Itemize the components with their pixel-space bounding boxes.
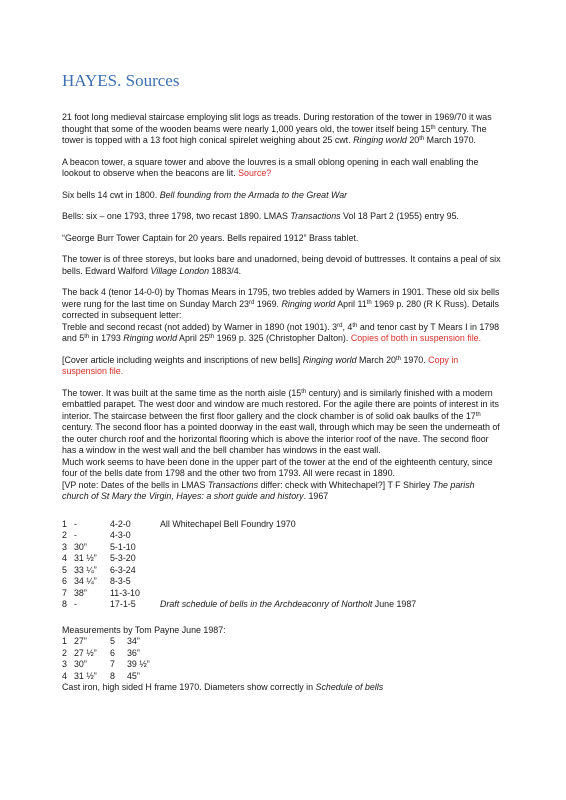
bell-row [62,565,416,577]
bell-note [160,530,416,542]
bell-number: 6 [62,576,67,586]
bell-diameter: - [74,599,77,609]
bell-weight: 17-1-5 [110,599,136,609]
paragraph-staircase: 21 foot long medieval staircase employing slit logs as treads. During restoration of the tower in 1969/70 it was thought that some of the wooden beams were nearly 1,000 years old, the tower itself being 15th century. The tower is topped with a 13 foot high conical spirelet weighing about 25 cwt. Ringing world 20th March 1970. [62,112,492,145]
paragraph-beacon-tower: A beacon tower, a square tower and above the louvres is a small oblong opening in each wall enabling the lookout to observe when the beacons are lit. Source? [62,156,479,178]
bell-weight: 4-3-0 [110,530,131,540]
bell-row [62,576,416,588]
bell-diameter: 38” [74,587,87,598]
paragraph-cover-article: [Cover article including weights and inscriptions of new bells] Ringing world March 20th 1970. Copy in suspension file. [62,354,459,376]
bell-number: 7 [62,587,67,598]
paragraph-brass-tablet: “George Burr Tower Captain for 20 years. Bells repaired 1912” Brass tablet. [62,232,359,243]
bell-number: 5 [110,636,115,646]
page-title: HAYES. Sources [62,71,180,90]
bell-number: 8 [110,670,115,681]
bell-diameter: 30” [74,659,87,669]
document-body [62,112,502,704]
bell-row [62,553,416,565]
bell-note [160,519,416,531]
bell-diameter: 33 ¼” [74,564,97,575]
bell-diameter: 27” [74,636,87,646]
paragraph-storeys: The tower is of three storeys, but looks bare and unadorned, being devoid of buttresses. It contains a peal of six bells. Edward Walford Village London 1883/4. [62,254,501,276]
paragraph-frame: Cast iron, high sided H frame 1970. Diameters show correctly in Schedule of bells [62,682,384,692]
bell-diameter: - [74,530,77,540]
measurement-row [62,648,167,660]
measurements-table [62,636,167,682]
bell-note-source: Draft schedule of bells in the Archdeaconry of Northolt [160,599,373,609]
suspension-file-note: Copy in suspension file. [62,354,459,376]
bell-number: 1 [62,518,67,529]
measurement-row [62,659,167,671]
bell-note [160,576,416,588]
bell-weight: 11-3-10 [110,587,140,598]
bell-number: 3 [62,541,67,552]
bell-note [160,542,416,554]
bell-note [160,588,416,600]
bell-weight: 6-3-24 [110,564,136,575]
paragraph-back-four: The back 4 (tenor 14-0-0) by Thomas Mears in 1795, two trebles added by Warners in 1901. These old six bells were rung for the last time on Sunday March 23rd 1969. Ringing world April 11th 1969 p. 280 (R K Russ). Details corrected in subsequent letter: Treble and second recast (not added) by Warner in 1890 (not 1901). 3rd, 4th and tenor cast by T Mears I in 1798 and 5th in 1793 Ringing world April 25th 1969 p. 325 (Christopher Dalton). Copies of both in suspension file. [62,287,500,343]
bell-diameter: 31 ½” [74,553,97,563]
bell-diameter: 36” [127,647,140,658]
bell-diameter: 27 ½” [74,647,97,658]
bell-diameter: - [74,518,77,529]
bell-note-text: All Whitechapel Bell Foundry 1970 [160,518,296,529]
paragraph-six-bells: Six bells 14 cwt in 1800. Bell founding from the Armada to the Great War [62,189,348,200]
bell-number: 8 [62,599,67,609]
bell-number: 6 [110,647,115,658]
measurement-row [62,671,167,683]
bell-number: 3 [62,659,67,669]
bell-diameter: 39 ½” [127,659,150,669]
bell-weight: 5-3-20 [110,553,136,563]
bell-row [62,599,416,611]
bell-row [62,588,416,600]
bell-weight: 5-1-10 [110,541,136,552]
bell-weights-table [62,519,416,611]
bell-diameter: 30” [74,541,87,552]
bell-number: 5 [62,564,67,575]
measurement-row [62,636,167,648]
bell-number: 4 [62,670,67,681]
bell-row [62,519,416,531]
bell-diameter: 34 ¼” [74,576,97,586]
suspension-file-note: Copies of both in suspension file. [350,333,482,343]
bell-number: 4 [62,553,67,563]
bell-number: 2 [62,530,67,540]
bell-note [160,553,416,565]
bell-note-text: June 1987 [372,599,417,609]
bell-number: 1 [62,636,67,646]
bell-note [160,599,416,611]
bell-diameter: 34” [127,636,140,646]
bell-note [160,565,416,577]
source-query-note: Source? [238,168,272,178]
bell-number: 7 [110,659,115,669]
bell-row [62,530,416,542]
bell-weight: 4-2-0 [110,518,131,529]
paragraph-the-tower: The tower. It was built at the same time as the north aisle (15th century) and is similarly finished with a modern embattled parapet. The west door and window are much restored. For the agile there are points of interest in its interior. The staircase between the first floor gallery and the clock chamber is of solid oak baulks of the 17th century. The second floor has a pointed doorway in the east wall, through which may be seen the underneath of the outer church roof and the horizontal flooring which is above the interior roof of the nave. The second floor has a window in the west wall and the bell chamber has windows in the east wall. Much work seems to have been done in the upper part of the tower at the end of the eighteenth century, since four of the bells date from 1798 and the other two from 1793. All were recast in 1890. [VP note: Dates of the bells in LMAS Transactions differ: check with Whitechapel?] T F Shirley The parish church of St Mary the Virgin, Hayes: a short guide and history. 1967 [62,387,500,501]
bell-row [62,542,416,554]
bell-number: 2 [62,647,67,658]
bell-diameter: 31 ½” [74,670,97,681]
measurements-heading: Measurements by Tom Payne June 1987: [62,624,226,635]
paragraph-bells-dates: Bells: six – one 1793, three 1798, two recast 1890. LMAS Transactions Vol 18 Part 2 (1955) entry 95. [62,211,459,221]
bell-diameter: 45” [127,670,140,681]
bell-weight: 8-3-5 [110,576,131,586]
